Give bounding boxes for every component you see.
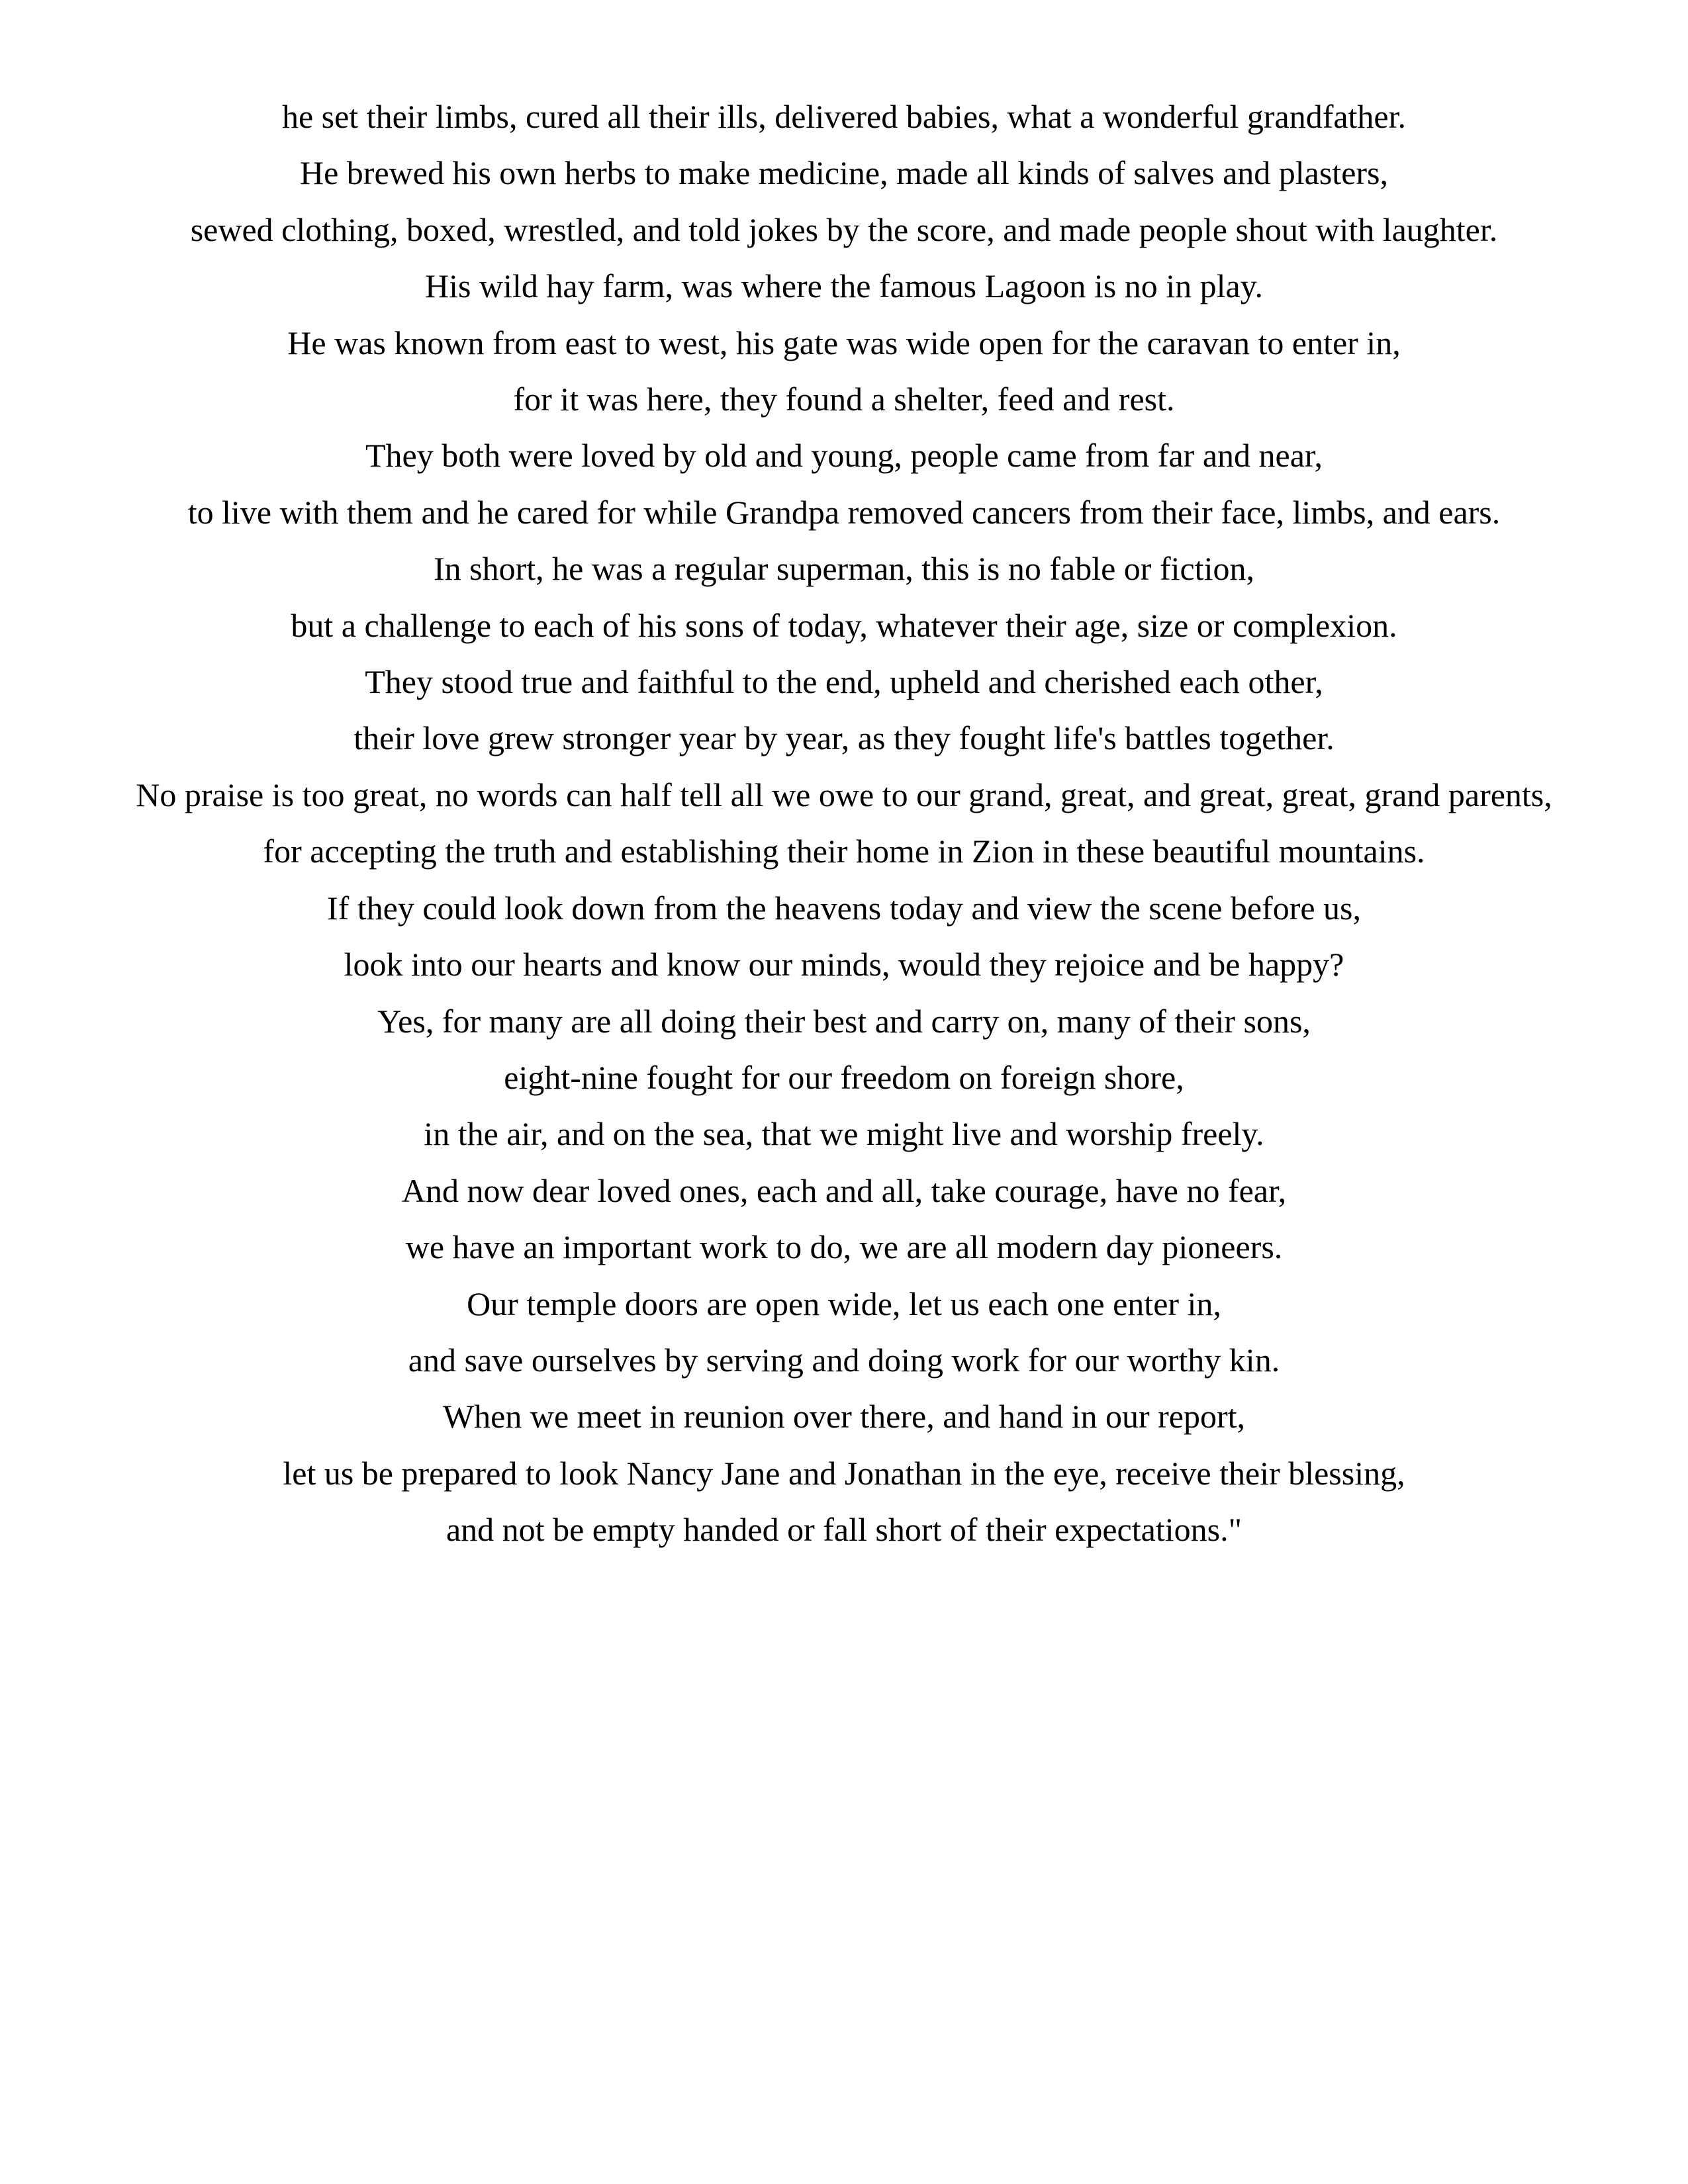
poem-line: look into our hearts and know our minds, would they rejoice and be happy? — [344, 946, 1344, 983]
poem-line: sewed clothing, boxed, wrestled, and told jokes by the score, and made people shout with laughter. — [190, 210, 1498, 248]
poem-line: He brewed his own herbs to make medicine, made all kinds of salves and plasters, — [300, 154, 1388, 192]
poem-line: Yes, for many are all doing their best and carry on, many of their sons, — [377, 1002, 1311, 1040]
poem-line: in the air, and on the sea, that we might live and worship freely. — [424, 1115, 1264, 1153]
poem-line: let us be prepared to look Nancy Jane and Jonathan in the eye, receive their blessing, — [283, 1454, 1405, 1492]
poem-line: They stood true and faithful to the end, upheld and cherished each other, — [365, 663, 1323, 701]
poem-line: for it was here, they found a shelter, feed and rest. — [513, 381, 1175, 418]
poem-line: to live with them and he cared for while Grandpa removed cancers from their face, limbs, and ears. — [187, 493, 1501, 531]
poem-line: but a challenge to each of his sons of today, whatever their age, size or complexion. — [291, 606, 1397, 644]
poem-line: we have an important work to do, we are all modern day pioneers. — [405, 1228, 1283, 1266]
poem-line: and save ourselves by serving and doing work for our worthy kin. — [408, 1341, 1280, 1379]
poem-body — [0, 89, 1688, 1559]
poem-line: When we meet in reunion over there, and hand in our report, — [442, 1398, 1246, 1435]
poem-line: His wild hay farm, was where the famous Lagoon is no in play. — [425, 267, 1263, 305]
poem-line: and not be empty handed or fall short of their expectations." — [445, 1511, 1242, 1549]
poem-line: eight-nine fought for our freedom on foreign shore, — [504, 1058, 1184, 1096]
poem-line: He was known from east to west, his gate was wide open for the caravan to enter in, — [287, 324, 1401, 361]
poem-line: They both were loved by old and young, people came from far and near, — [365, 437, 1323, 475]
poem-line: he set their limbs, cured all their ills, delivered babies, what a wonderful grandfather. — [281, 98, 1407, 135]
poem-line: their love grew stronger year by year, as they fought life's battles together. — [353, 719, 1335, 757]
poem-line: If they could look down from the heavens today and view the scene before us, — [326, 889, 1361, 927]
poem-line: And now dear loved ones, each and all, take courage, have no fear, — [401, 1171, 1287, 1209]
poem-line: No praise is too great, no words can half tell all we owe to our grand, great, and great, great, grand parents, — [136, 776, 1552, 813]
poem-line: for accepting the truth and establishing their home in Zion in these beautiful mountains. — [263, 833, 1425, 870]
poem-line: Our temple doors are open wide, let us each one enter in, — [467, 1285, 1221, 1322]
poem-line: In short, he was a regular superman, this is no fable or fiction, — [434, 550, 1254, 588]
